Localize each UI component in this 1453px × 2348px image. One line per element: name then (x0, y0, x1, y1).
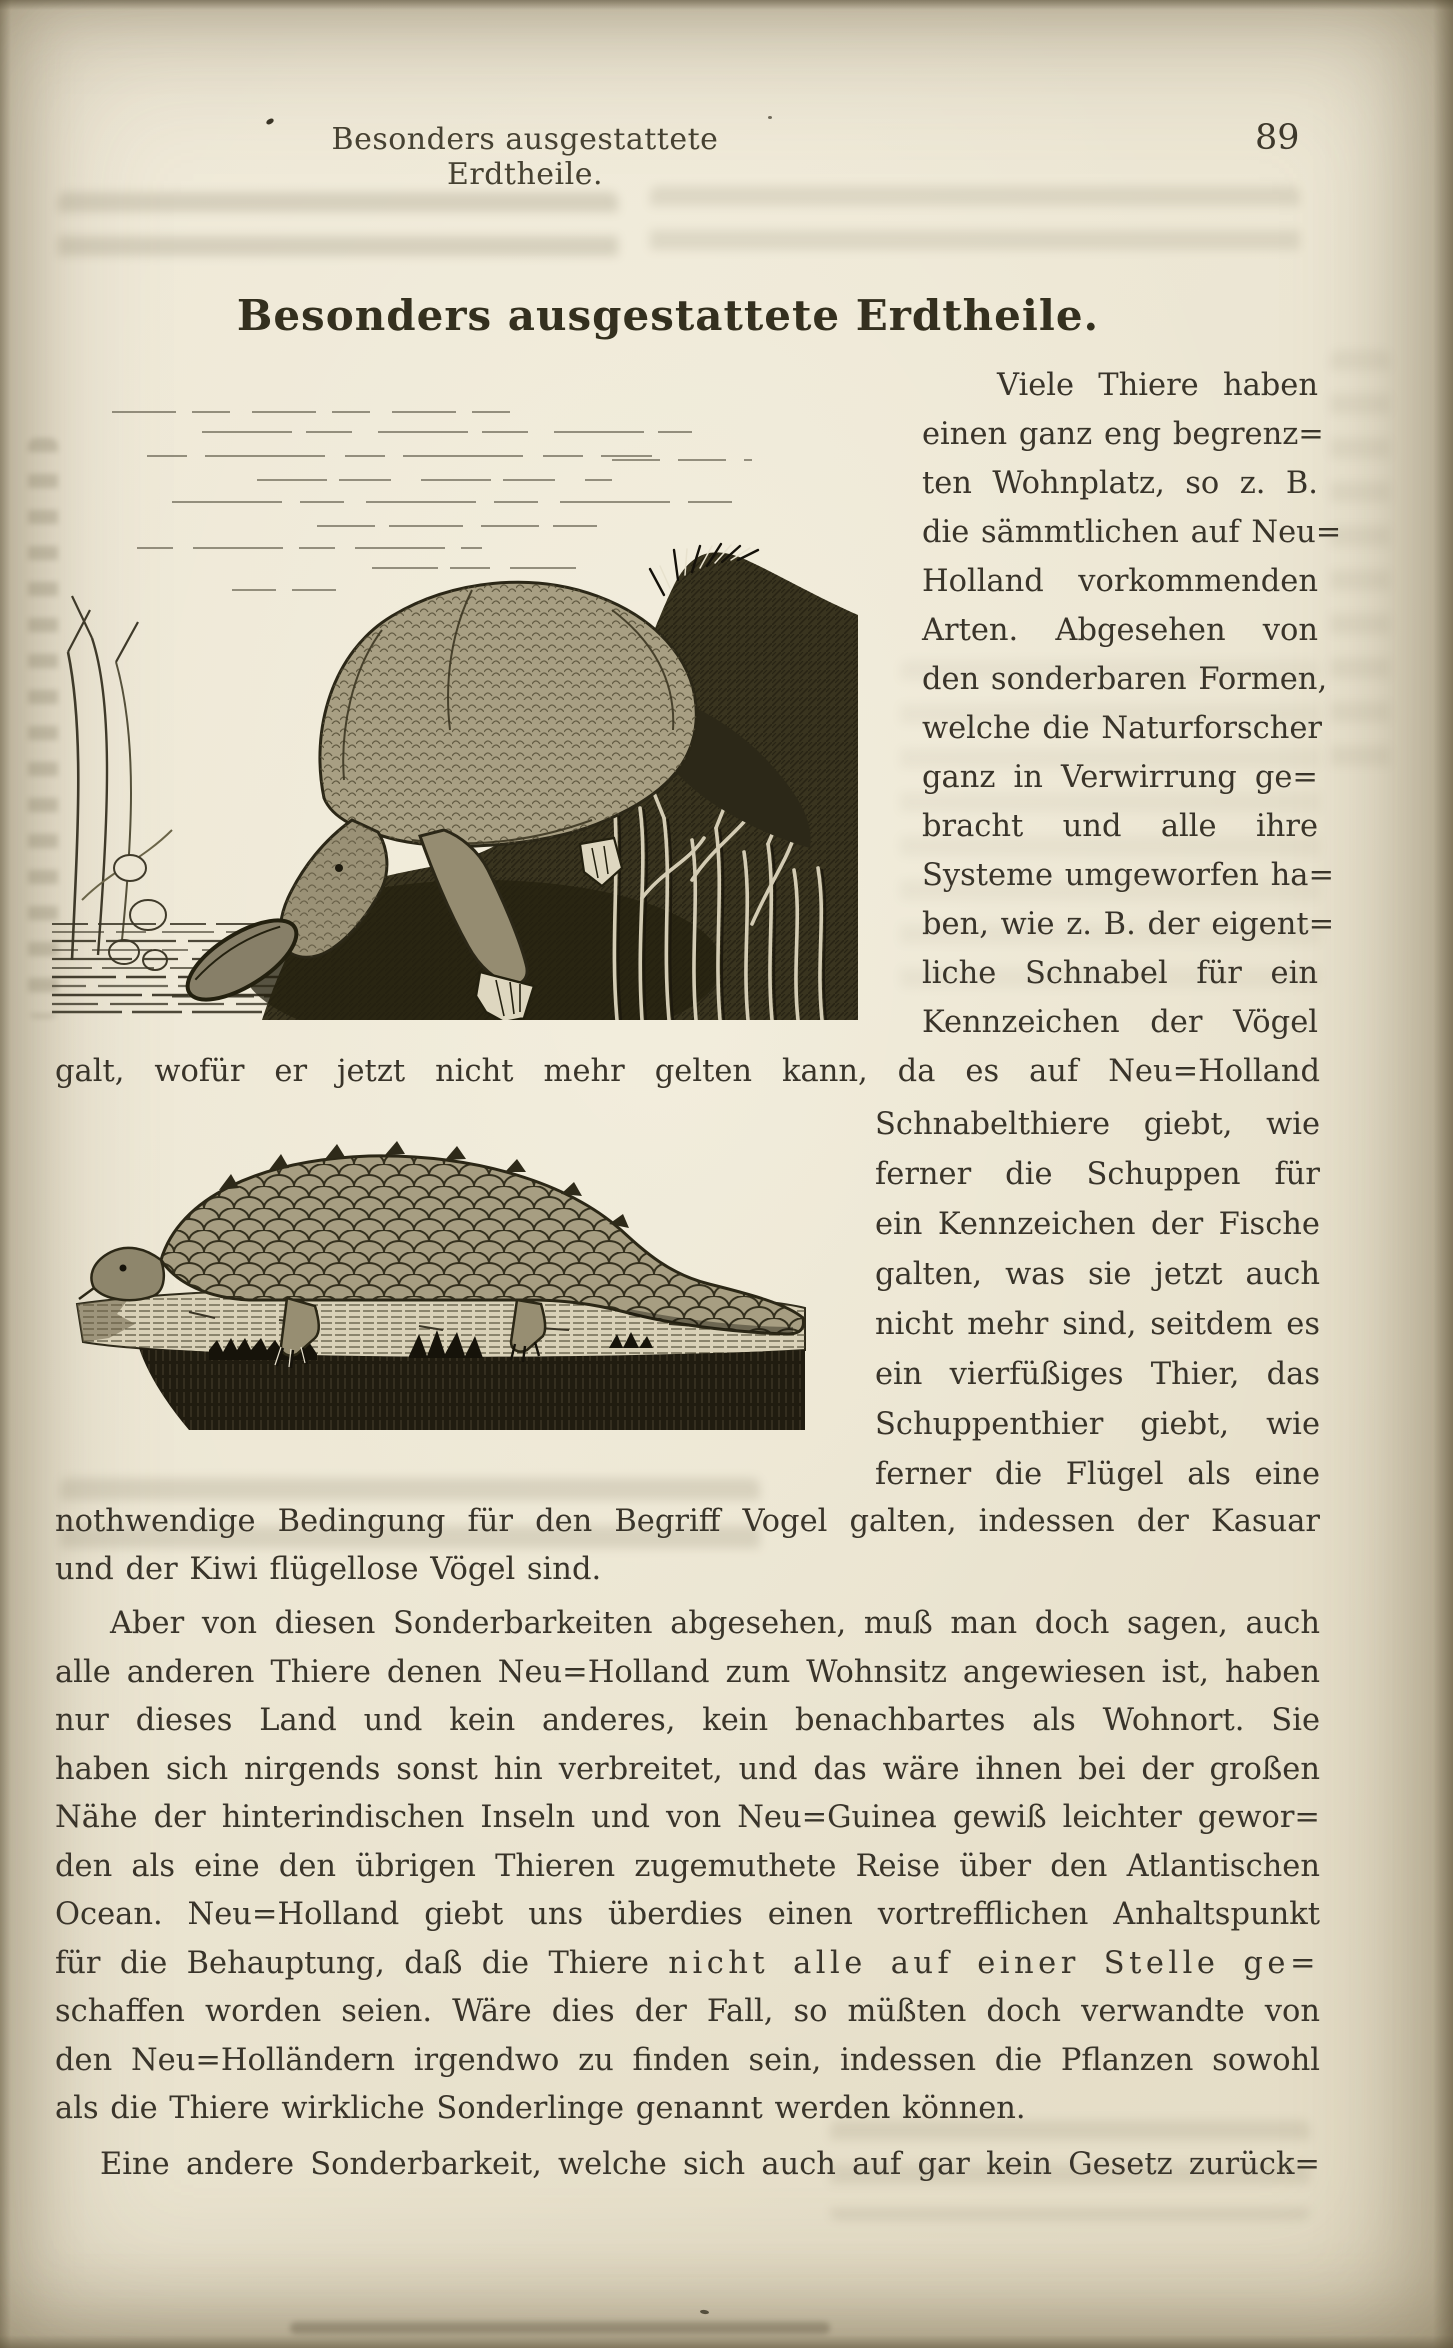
text-line: galten, was sie jetzt auch (875, 1257, 1320, 1292)
paragraph1-fullwidth-end (55, 1498, 1320, 1594)
text-line: Viele Thiere haben (997, 368, 1318, 403)
page-number: 89 (1255, 118, 1300, 158)
text-line: liche Schnabel für ein (922, 956, 1318, 991)
text-line: nur dieses Land und kein anderes, kein benachbartes als Wohnort. Sie (55, 1703, 1320, 1738)
ink-speck (265, 117, 274, 125)
bleed-through-smudge (1330, 350, 1390, 780)
text-line: ferner die Schuppen für (875, 1157, 1320, 1192)
text-line: alle anderen Thiere denen Neu=Holland zum Wohnsitz angewiesen ist, haben (55, 1654, 1320, 1690)
text-line: den Neu=Holländern irgendwo zu finden sein, indessen die Pflanzen sowohl (55, 2042, 1320, 2078)
text-line: Eine andere Sonderbarkeit, welche sich auch auf gar kein Gesetz zurück= (100, 2147, 1320, 2182)
text-line: welche die Naturforscher (922, 711, 1322, 746)
paragraph1-fullwidth-line (55, 1048, 1320, 1097)
text-segment: für die Behauptung, daß die Thiere (55, 1945, 669, 1981)
text-line: Aber von diesen Sonderbarkeiten abgesehen, muß man doch sagen, auch (110, 1606, 1320, 1641)
text-line: als die Thiere wirkliche Sonderlinge genannt werden können. (55, 2091, 1026, 2126)
text-line: Nähe der hinterindischen Inseln und von Neu=Guinea gewiß leichter gewor= (55, 1800, 1320, 1835)
text-line: galt, wofür er jetzt nicht mehr gelten kann, da es auf Neu=Holland (55, 1054, 1320, 1089)
bleed-through-smudge (650, 186, 1300, 266)
text-line: ten Wohnplatz, so z. B. (922, 466, 1318, 501)
text-line: Systeme umgeworfen ha= (922, 858, 1334, 893)
text-line: Schuppenthier giebt, wie (875, 1407, 1320, 1442)
text-line: Ocean. Neu=Holland giebt uns überdies einen vortrefflichen Anhaltspunkt (55, 1897, 1320, 1932)
bleed-through-smudge (290, 2322, 830, 2334)
text-line: nothwendige Bedingung für den Begriff Vogel galten, indessen der Kasuar (55, 1504, 1320, 1539)
paragraph1-column-beside-platypus (922, 361, 1342, 1047)
platypus-engraving (52, 400, 862, 1020)
text-line: Schnabelthiere giebt, wie (875, 1107, 1320, 1142)
running-head: Besonders ausgestattete Erdtheile. (331, 122, 719, 192)
sky-hatching (112, 412, 752, 590)
scan-edge-top (0, 0, 1453, 10)
text-line: einen ganz eng begrenz= (922, 417, 1324, 452)
section-title: Besonders ausgestattete Erdtheile. (236, 291, 1100, 340)
paragraph3 (55, 2141, 1320, 2190)
text-line: nicht mehr sind, seitdem es (875, 1307, 1320, 1342)
text-line: den sonderbaren Formen, (922, 662, 1328, 697)
text-line: die sämmtlichen auf Neu= (922, 515, 1342, 550)
text-line: Kennzeichen der Vögel (922, 1005, 1318, 1040)
ink-speck (768, 116, 772, 119)
paragraph1-column-beside-pangolin (875, 1100, 1320, 1500)
bleed-through-smudge (58, 192, 618, 272)
pangolin-head (91, 1248, 163, 1300)
emphasized-text: nicht alle auf einer Stelle ge= (668, 1945, 1320, 1981)
text-line: haben sich nirgends sonst hin verbreitet, und das wäre ihnen bei der großen (55, 1751, 1320, 1787)
paragraph2 (55, 1600, 1320, 2134)
pangolin-snout (79, 1288, 94, 1299)
text-line: ein Kennzeichen der Fische (875, 1207, 1320, 1242)
text-line: Arten. Abgesehen von (922, 613, 1318, 648)
text-line: Holland vorkommenden (922, 564, 1318, 599)
text-line: und der Kiwi flügellose Vögel sind. (55, 1552, 602, 1587)
ink-speck (700, 2309, 709, 2314)
text-line: bracht und alle ihre (922, 809, 1318, 844)
text-line: ein vierfüßiges Thier, das (875, 1357, 1320, 1392)
pangolin-eye (120, 1265, 127, 1272)
pangolin-engraving (66, 1098, 814, 1430)
text-line: ben, wie z. B. der eigent= (922, 907, 1335, 942)
blossoms (109, 855, 167, 970)
scan-edge-bottom (0, 2335, 1453, 2348)
text-line (55, 1940, 1320, 1989)
scan-edge-right (1433, 0, 1453, 2348)
text-line: ganz in Verwirrung ge= (922, 760, 1318, 795)
text-line: schaffen worden seien. Wäre dies der Fall, so müßten doch verwandte von (55, 1994, 1320, 2029)
text-line: ferner die Flügel als eine (875, 1457, 1320, 1492)
scan-edge-left (0, 0, 11, 2348)
text-line: den als eine den übrigen Thieren zugemuthete Reise über den Atlantischen (55, 1848, 1320, 1884)
platypus-eye (335, 864, 343, 872)
